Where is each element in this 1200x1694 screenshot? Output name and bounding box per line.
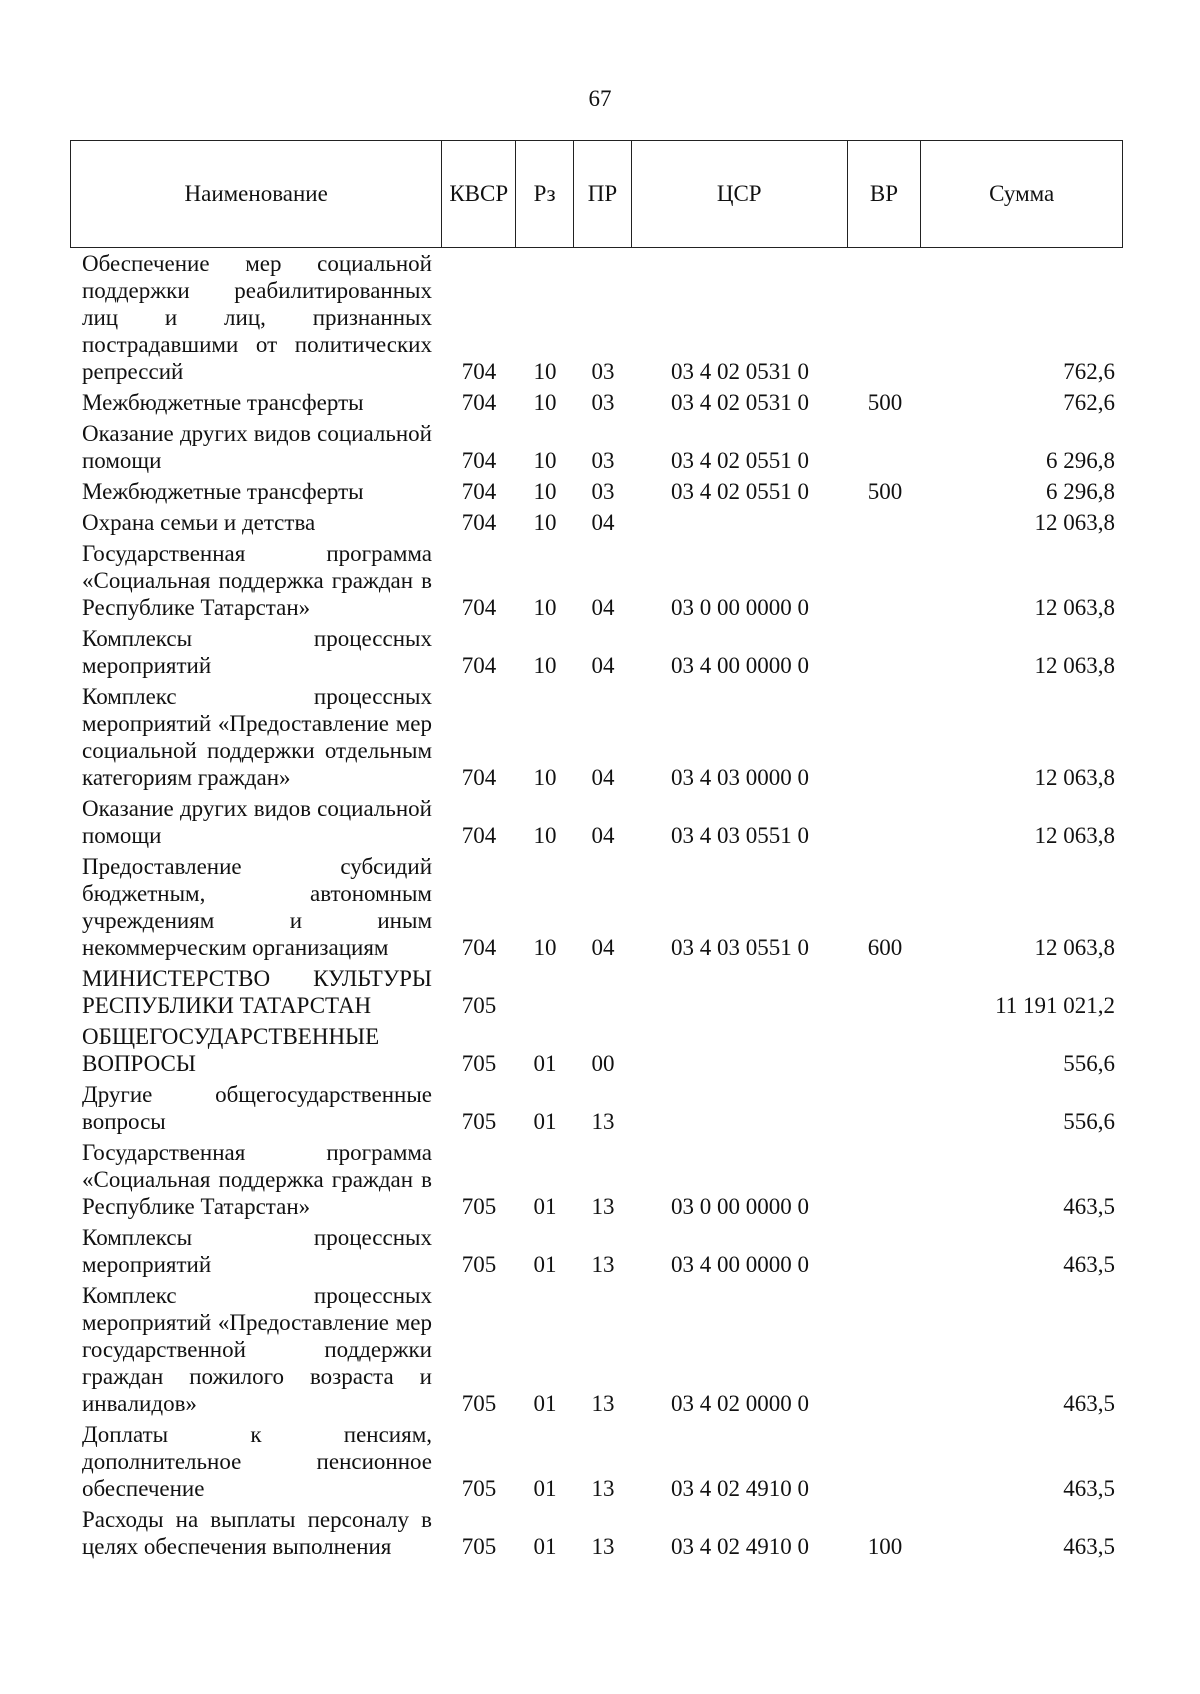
row-kvsr: 705 — [461, 1109, 497, 1134]
row-name: ОБЩЕГОСУДАРСТВЕННЫЕ ВОПРОСЫ — [82, 1024, 380, 1076]
row-name: Государственная программа «Социальная поддержка граждан в Республике Татарстан» — [82, 541, 432, 620]
row-pr: 13 — [591, 1252, 615, 1277]
table-body — [70, 250, 1123, 1564]
row-vr: 500 — [867, 479, 903, 504]
row-csr: 03 4 00 0000 0 — [671, 1252, 809, 1277]
row-pr: 13 — [591, 1534, 615, 1559]
row-csr: 03 4 02 0000 0 — [671, 1391, 809, 1416]
row-csr: 03 4 03 0551 0 — [671, 935, 809, 960]
row-csr: 03 4 02 4910 0 — [671, 1534, 809, 1559]
row-name: Комплексы процессных мероприятий — [82, 626, 432, 678]
table-row — [70, 965, 1123, 1019]
row-kvsr: 704 — [461, 479, 497, 504]
header-pr: ПР — [574, 141, 632, 247]
row-rz: 01 — [533, 1051, 557, 1076]
row-csr: 03 0 00 0000 0 — [671, 1194, 809, 1219]
table-row — [70, 683, 1123, 791]
row-kvsr: 704 — [461, 823, 497, 848]
row-pr: 03 — [591, 448, 615, 473]
row-kvsr: 704 — [461, 935, 497, 960]
row-pr: 13 — [591, 1109, 615, 1134]
row-sum: 463,5 — [1063, 1252, 1115, 1277]
row-name: Комплексы процессных мероприятий — [82, 1225, 432, 1277]
table-row — [70, 795, 1123, 849]
row-name: Межбюджетные трансферты — [82, 479, 364, 504]
row-csr: 03 0 00 0000 0 — [671, 595, 809, 620]
table-row — [70, 853, 1123, 961]
row-sum: 463,5 — [1063, 1476, 1115, 1501]
row-pr: 04 — [591, 510, 615, 535]
row-kvsr: 705 — [461, 1051, 497, 1076]
row-pr: 13 — [591, 1194, 615, 1219]
row-vr: 600 — [867, 935, 903, 960]
row-sum: 11 191 021,2 — [995, 993, 1115, 1018]
row-name: Охрана семьи и детства — [82, 510, 316, 535]
row-rz: 10 — [533, 595, 557, 620]
table-row — [70, 1421, 1123, 1502]
row-kvsr: 704 — [461, 390, 497, 415]
page-number: 67 — [588, 86, 612, 111]
table-row — [70, 1139, 1123, 1220]
row-rz: 01 — [533, 1109, 557, 1134]
row-sum: 463,5 — [1063, 1534, 1115, 1559]
row-rz: 10 — [533, 448, 557, 473]
row-sum: 556,6 — [1063, 1051, 1115, 1076]
row-pr: 04 — [591, 765, 615, 790]
row-rz: 01 — [533, 1252, 557, 1277]
table-row — [70, 540, 1123, 621]
row-pr: 04 — [591, 823, 615, 848]
row-vr: 100 — [867, 1534, 903, 1559]
row-vr: 500 — [867, 390, 903, 415]
row-rz: 10 — [533, 479, 557, 504]
row-pr: 00 — [591, 1051, 615, 1076]
row-csr: 03 4 03 0551 0 — [671, 823, 809, 848]
row-rz: 10 — [533, 359, 557, 384]
row-kvsr: 704 — [461, 359, 497, 384]
row-name: Комплекс процессных мероприятий «Предоставление мер социальной поддержки отдельным категориям граждан» — [82, 684, 432, 790]
row-csr: 03 4 00 0000 0 — [671, 653, 809, 678]
row-name: Обеспечение мер социальной поддержки реабилитированных лиц и лиц, признанных пострадавшими от политических репрессий — [82, 251, 432, 384]
row-sum: 762,6 — [1063, 390, 1115, 415]
row-rz: 10 — [533, 765, 557, 790]
row-pr: 04 — [591, 935, 615, 960]
row-pr: 13 — [591, 1391, 615, 1416]
header-vr: ВР — [848, 141, 922, 247]
row-name: Предоставление субсидий бюджетным, автономным учреждениям и иным некоммерческим организациям — [82, 854, 432, 960]
row-name: Государственная программа «Социальная поддержка граждан в Республике Татарстан» — [82, 1140, 432, 1219]
row-kvsr: 704 — [461, 595, 497, 620]
table-row — [70, 1023, 1123, 1077]
row-name: Межбюджетные трансферты — [82, 390, 364, 415]
row-kvsr: 705 — [461, 1252, 497, 1277]
row-pr: 04 — [591, 653, 615, 678]
row-pr: 13 — [591, 1476, 615, 1501]
row-rz: 10 — [533, 510, 557, 535]
table-row — [70, 420, 1123, 474]
row-rz: 10 — [533, 823, 557, 848]
table-row — [70, 1224, 1123, 1278]
row-sum: 6 296,8 — [1046, 479, 1115, 504]
row-sum: 12 063,8 — [1034, 823, 1115, 848]
row-pr: 04 — [591, 595, 615, 620]
row-name: Доплаты к пенсиям, дополнительное пенсионное обеспечение — [82, 1422, 432, 1501]
row-kvsr: 705 — [461, 1391, 497, 1416]
row-rz: 01 — [533, 1194, 557, 1219]
row-name: Оказание других видов социальной помощи — [82, 421, 432, 473]
row-kvsr: 704 — [461, 510, 497, 535]
row-sum: 6 296,8 — [1046, 448, 1115, 473]
row-sum: 12 063,8 — [1034, 765, 1115, 790]
row-name: Расходы на выплаты персоналу в целях обеспечения выполнения — [82, 1507, 432, 1559]
row-name: МИНИСТЕРСТВО КУЛЬТУРЫ РЕСПУБЛИКИ ТАТАРСТАН — [82, 966, 432, 1018]
header-rz: Рз — [516, 141, 574, 247]
table-row — [70, 250, 1123, 385]
row-name: Оказание других видов социальной помощи — [82, 796, 432, 848]
row-rz: 10 — [533, 935, 557, 960]
table-header — [70, 140, 1123, 248]
row-pr: 03 — [591, 390, 615, 415]
row-sum: 556,6 — [1063, 1109, 1115, 1134]
row-csr: 03 4 02 0531 0 — [671, 390, 809, 415]
row-pr: 03 — [591, 479, 615, 504]
row-kvsr: 704 — [461, 653, 497, 678]
row-sum: 12 063,8 — [1034, 595, 1115, 620]
table-row — [70, 509, 1123, 536]
row-kvsr: 705 — [461, 1534, 497, 1559]
row-sum: 12 063,8 — [1034, 935, 1115, 960]
header-sum: Сумма — [989, 181, 1055, 206]
row-csr: 03 4 02 0551 0 — [671, 448, 809, 473]
table-row — [70, 1081, 1123, 1135]
row-csr: 03 4 02 4910 0 — [671, 1476, 809, 1501]
row-kvsr: 704 — [461, 448, 497, 473]
row-sum: 762,6 — [1063, 359, 1115, 384]
row-rz: 10 — [533, 390, 557, 415]
header-csr: ЦСР — [632, 141, 848, 247]
row-sum: 463,5 — [1063, 1391, 1115, 1416]
row-sum: 463,5 — [1063, 1194, 1115, 1219]
row-sum: 12 063,8 — [1034, 510, 1115, 535]
table-row — [70, 1506, 1123, 1560]
table-row — [70, 389, 1123, 416]
row-csr: 03 4 02 0551 0 — [671, 479, 809, 504]
header-name: Наименование — [71, 141, 442, 247]
row-csr: 03 4 03 0000 0 — [671, 765, 809, 790]
row-rz: 01 — [533, 1534, 557, 1559]
row-pr: 03 — [591, 359, 615, 384]
table-row — [70, 478, 1123, 505]
row-name: Другие общегосударственные вопросы — [82, 1082, 432, 1134]
row-sum: 12 063,8 — [1034, 653, 1115, 678]
row-csr: 03 4 02 0531 0 — [671, 359, 809, 384]
row-rz: 10 — [533, 653, 557, 678]
row-rz: 01 — [533, 1391, 557, 1416]
row-rz: 01 — [533, 1476, 557, 1501]
header-kvsr: КВСР — [442, 141, 516, 247]
table-row — [70, 1282, 1123, 1417]
row-kvsr: 705 — [461, 1476, 497, 1501]
table-row — [70, 625, 1123, 679]
row-kvsr: 705 — [461, 993, 497, 1018]
row-name: Комплекс процессных мероприятий «Предоставление мер государственной поддержки граждан пожилого возраста и инвалидов» — [82, 1283, 432, 1416]
row-kvsr: 704 — [461, 765, 497, 790]
row-kvsr: 705 — [461, 1194, 497, 1219]
